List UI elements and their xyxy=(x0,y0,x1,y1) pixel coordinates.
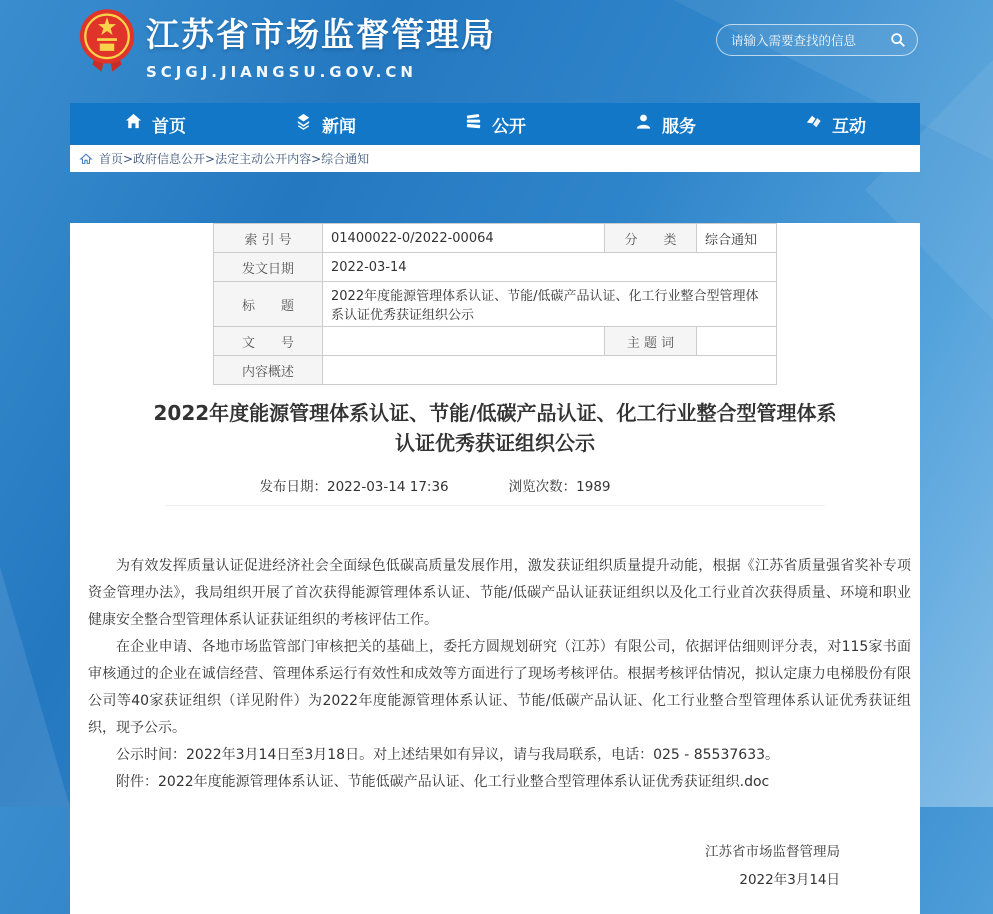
signature-block xyxy=(70,838,920,894)
view-count-value: 1989 xyxy=(576,479,611,495)
service-icon xyxy=(634,112,653,136)
index-label: 索 引 号 xyxy=(214,224,323,253)
issue-date-label: 发文日期 xyxy=(214,253,323,282)
nav-label: 首页 xyxy=(152,116,186,137)
article-body xyxy=(70,553,920,796)
search-box[interactable] xyxy=(716,24,918,56)
article-meta-row xyxy=(10,475,860,495)
paragraph: 公示时间：2022年3月14日至3月18日。对上述结果如有异议，请与我局联系，电话：025 - 85537633。 xyxy=(116,747,780,763)
nav-item-service[interactable] xyxy=(580,103,750,145)
search-icon[interactable] xyxy=(889,31,907,49)
background-facet xyxy=(0,507,70,807)
category-value: 综合通知 xyxy=(697,224,777,253)
divider xyxy=(165,505,825,506)
disclosure-icon xyxy=(464,112,483,136)
index-value: 01400022-0/2022-00064 xyxy=(323,224,605,253)
site-name: 江苏省市场监督管理局 xyxy=(146,15,496,54)
issue-date-value: 2022-03-14 xyxy=(323,253,777,282)
attachment-line xyxy=(88,769,911,796)
subject-value xyxy=(697,327,777,356)
summary-label: 内容概述 xyxy=(214,356,323,385)
attachment-label: 附件： xyxy=(116,774,158,790)
site-title-block xyxy=(146,9,496,81)
breadcrumb[interactable] xyxy=(70,145,920,172)
table-row xyxy=(214,253,777,282)
article-content xyxy=(70,223,920,914)
nav-label: 公开 xyxy=(492,116,526,137)
document-meta-table xyxy=(213,223,777,385)
national-emblem-logo xyxy=(78,7,136,73)
category-label: 分 类 xyxy=(605,224,697,253)
nav-item-home[interactable] xyxy=(70,103,240,145)
search-input[interactable] xyxy=(729,32,889,49)
publish-date xyxy=(259,475,448,495)
signature-date: 2022年3月14日 xyxy=(739,872,840,888)
interaction-icon xyxy=(804,112,823,136)
publish-date-value: 2022-03-14 17:36 xyxy=(326,479,449,495)
nav-label: 新闻 xyxy=(322,116,356,137)
signature-org: 江苏省市场监督管理局 xyxy=(705,844,840,860)
nav-item-interaction[interactable] xyxy=(750,103,920,145)
nav-item-news[interactable] xyxy=(240,103,410,145)
nav-label: 服务 xyxy=(662,116,696,137)
table-row xyxy=(214,327,777,356)
home-icon xyxy=(124,112,143,136)
news-icon xyxy=(294,112,313,136)
table-row xyxy=(214,282,777,327)
nav-label: 互动 xyxy=(832,116,866,137)
site-url: SCJGJ.JIANGSU.GOV.CN xyxy=(146,63,417,81)
publish-date-label: 发布日期： xyxy=(259,479,327,495)
subject-label: 主 题 词 xyxy=(605,327,697,356)
doc-number-value xyxy=(323,327,605,356)
summary-value xyxy=(323,356,777,385)
view-count-label: 浏览次数： xyxy=(508,479,577,495)
view-count xyxy=(509,475,611,495)
page-title: 2022年度能源管理体系认证、节能/低碳产品认证、化工行业整合型管理体系认证优秀获证组织公示 xyxy=(153,401,837,455)
title-label: 标 题 xyxy=(214,282,323,327)
doc-number-label: 文 号 xyxy=(214,327,323,356)
attachment-link[interactable]: 2022年度能源管理体系认证、节能低碳产品认证、化工行业整合型管理体系认证优秀获证组织.doc xyxy=(158,774,770,790)
breadcrumb-home-icon xyxy=(79,152,93,166)
title-value: 2022年度能源管理体系认证、节能/低碳产品认证、化工行业整合型管理体系认证优秀获证组织公示 xyxy=(323,282,777,327)
paragraph: 在企业申请、各地市场监管部门审核把关的基础上，委托方圆规划研究（江苏）有限公司，依据评估细则评分表，对115家书面审核通过的企业在诚信经营、管理体系运行有效性和成效等方面进行了现场考核评估。根据考核评估情况，拟认定康力电梯股份有限公司等40家获证组织（详见附件）为2022年度能源管理体系认证、节能/低碳产品认证、化工行业整合型管理体系认证优秀获证组织，现予公示。 xyxy=(88,639,911,736)
table-row xyxy=(214,224,777,253)
table-row xyxy=(214,356,777,385)
nav-item-disclosure[interactable] xyxy=(410,103,580,145)
breadcrumb-path: 首页>政府信息公开>法定主动公开内容>综合通知 xyxy=(99,152,370,166)
site-wrapper xyxy=(70,0,920,914)
main-nav xyxy=(70,103,920,145)
paragraph: 为有效发挥质量认证促进经济社会全面绿色低碳高质量发展作用，激发获证组织质量提升动能，根据《江苏省质量强省奖补专项资金管理办法》，我局组织开展了首次获得能源管理体系认证、节能/低碳产品认证获证组织以及化工行业首次获得质量、环境和职业健康安全整合型管理体系认证获证组织的考核评估工作。 xyxy=(88,558,911,628)
site-header xyxy=(70,0,920,103)
